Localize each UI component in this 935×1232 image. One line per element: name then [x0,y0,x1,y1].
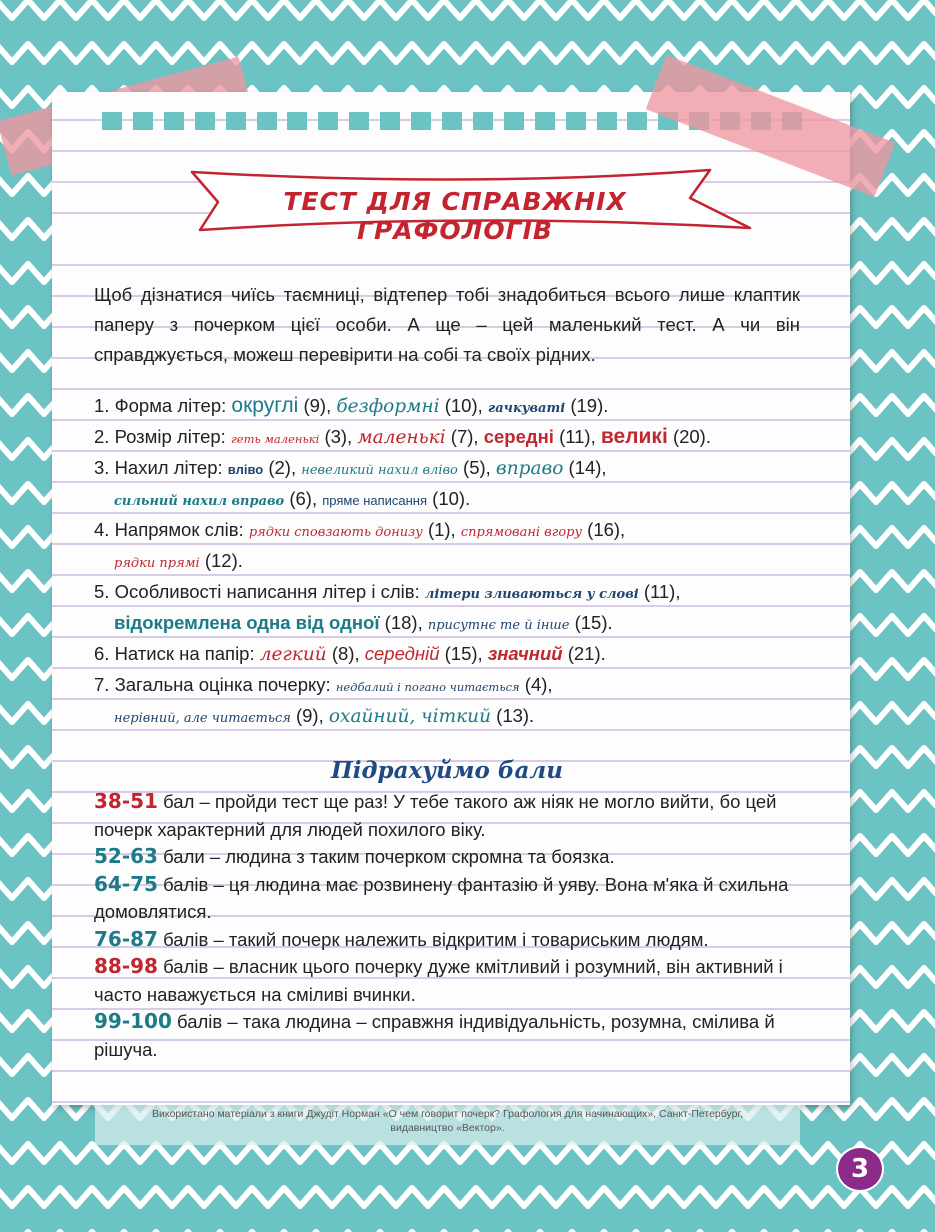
paper-hole [473,112,493,130]
answer-score: (9), [303,395,332,416]
answer-score: (9), [295,705,324,726]
question-label: 2. Розмір літер: [94,426,226,447]
answer-option: великі [600,425,668,448]
answer-option: округлі [231,394,299,417]
paper-hole [627,112,647,130]
answer-option: присутнє те й інше [427,618,570,633]
answer-option: середні [483,426,554,447]
score-item [94,843,814,871]
paper-hole [195,112,215,130]
paper-hole [411,112,431,130]
paper-hole [597,112,617,130]
answer-score: (6), [289,488,318,509]
score-text: балів – власник цього почерку дуже кмітливий і розумний, він активний і часто наважується на сміливі вчинки. [94,956,783,1005]
credit-note [95,1105,800,1145]
answer-option: літери зливаються у слові [424,587,639,602]
score-range: 38-51 [94,789,158,813]
score-range: 99-100 [94,1009,172,1033]
score-range: 52-63 [94,844,158,868]
question-2 [94,421,814,452]
answer-option: недбалий і погано читається [335,680,520,694]
answer-option: гачкуваті [487,401,566,416]
score-item [94,953,814,1008]
answer-option: маленькі [357,427,446,448]
answer-option: середній [364,643,440,664]
answer-option: пряме написання [322,493,428,508]
paper-hole [257,112,277,130]
answer-option: охайний, чіткий [328,706,492,727]
answer-option: вліво [227,462,264,477]
zigzag-line [0,44,935,62]
answer-score: (15). [574,612,613,633]
score-text: балів – такий почерк належить відкритим і товариським людям. [157,928,709,950]
question-3 [94,452,814,483]
answer-score: (4), [524,674,553,695]
paper-hole [504,112,524,130]
answer-score: (8), [331,643,360,664]
page-number-badge: 3 [836,1146,884,1192]
zigzag-line [0,1144,935,1162]
question-5-cont [94,607,814,638]
answer-option: сильний нахил вправо [114,494,285,509]
question-label: 5. Особливості написання літер і слів: [94,581,420,602]
answer-option: нерівний, але читається [114,711,291,726]
answer-score: (19). [570,395,609,416]
question-list [94,390,814,731]
paper-hole [349,112,369,130]
answer-option: безформні [336,396,440,417]
answer-option: значний [487,643,563,664]
paper-hole [164,112,184,130]
credit-line-1: Використано матеріали з книги Джудіт Норман «О чем говорит почерк? Графология для начинающих», Санкт-Петербург, [152,1108,743,1120]
answer-score: (3), [324,426,353,447]
score-text: бал – пройди тест ще раз! У тебе такого аж ніяк не могло вийти, бо цей почерк характерний для людей похилого віку. [94,791,777,840]
answer-score: (15), [444,643,483,664]
answer-score: (11), [643,581,681,602]
question-4-cont [94,545,814,576]
score-range: 76-87 [94,926,158,951]
answer-option: геть маленькі [230,432,320,446]
paper-hole [287,112,307,130]
answer-score: (13). [496,705,535,726]
paper-hole [318,112,338,130]
paper-hole [133,112,153,130]
question-label: 6. Натиск на папір: [94,643,255,664]
answer-option: рядки прямі [114,556,200,571]
question-label: 4. Напрямок слів: [94,519,244,540]
answer-option: вправо [495,458,564,479]
answer-score: (2), [268,457,297,478]
score-item [94,926,814,954]
question-3-cont [94,483,814,514]
question-4 [94,514,814,545]
question-7-cont [94,700,814,731]
question-5 [94,576,814,607]
paper-hole [380,112,400,130]
answer-score: (11), [559,426,596,447]
page-title: ТЕСТ ДЛЯ СПРАВЖНІХ ГРАФОЛОГІВ [283,187,627,245]
answer-option: невеликий нахил вліво [301,463,458,478]
zigzag-line [0,1188,935,1206]
question-6 [94,638,814,669]
score-text: балів – ця людина має розвинену фантазію й уяву. Вона м'яка й схильна домовлятися. [94,873,789,922]
answer-option: рядки сповзають донизу [248,525,423,540]
paper-hole [442,112,462,130]
score-range: 88-98 [94,954,158,978]
question-label: 1. Форма літер: [94,395,227,416]
credit-line-2: видавництво «Вектор». [390,1122,505,1134]
paper-hole [535,112,555,130]
answer-score: (7), [450,426,479,447]
answer-option: відокремлена одна від одної [114,612,380,633]
zigzag-line [0,0,935,18]
question-1 [94,390,814,421]
answer-score: (10), [444,395,483,416]
question-7 [94,669,814,700]
answer-score: (5), [463,457,491,478]
score-text: балів – така людина – справжня індивідуальність, розумна, смілива й рішуча. [94,1011,775,1060]
score-range: 64-75 [94,871,158,896]
answer-score: (18), [384,612,423,633]
answer-score: (21). [567,643,606,664]
score-text: бали – людина з таким почерком скромна та боязка. [157,846,615,867]
score-item [94,788,814,843]
paper-hole [102,112,122,130]
intro-paragraph: Щоб дізнатися чиїсь таємниці, відтепер тобі знадобиться всього лише клаптик паперу з почерком цієї особи. А ще – цей маленький тест. А чи він справджується, можеш перевірити на собі та своїх рідних. [94,284,800,365]
question-label: 7. Загальна оцінка почерку: [94,674,331,695]
score-item [94,871,814,926]
answer-option: легкий [259,644,327,665]
score-item [94,1008,814,1063]
answer-score: (1), [427,519,456,540]
paper-hole [226,112,246,130]
answer-score: (16), [587,519,626,540]
scores-heading: Підрахуймо бали [331,757,563,784]
answer-option: спрямовані вгору [460,525,583,540]
scores-list [94,788,814,1063]
answer-score: (12). [204,550,243,571]
answer-score: (20). [672,426,711,447]
answer-score: (14), [568,457,607,478]
answer-score: (10). [432,488,471,509]
paper-hole [566,112,586,130]
question-label: 3. Нахил літер: [94,457,223,478]
